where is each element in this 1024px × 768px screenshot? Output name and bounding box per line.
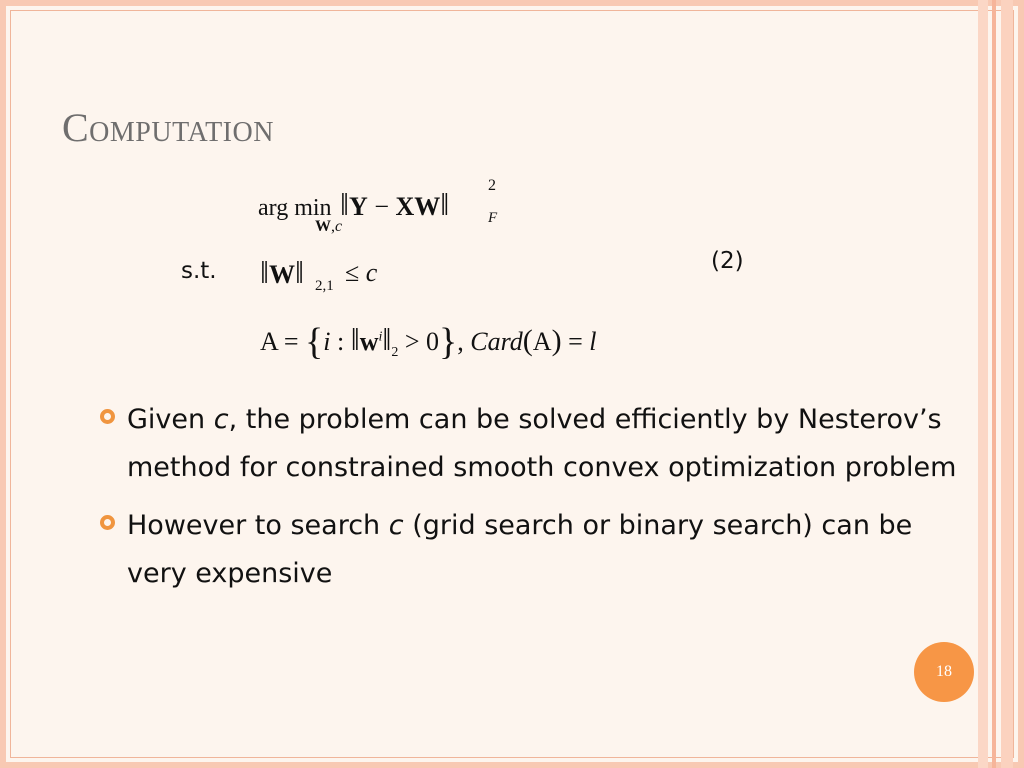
subject-to-label: s.t. bbox=[181, 258, 217, 284]
decor-stripe bbox=[992, 0, 996, 768]
bullet-list bbox=[100, 396, 960, 608]
slide-title: Computation bbox=[62, 105, 274, 150]
bullet-text: Given c, the problem can be solved efficiently by Nesterov’s method for constrained smooth convex optimization problem bbox=[127, 404, 957, 483]
norm-subscript: 2,1 bbox=[315, 278, 334, 294]
decor-stripe bbox=[1001, 0, 1013, 768]
argmin-subscript: W,c bbox=[315, 218, 343, 235]
decor-stripe bbox=[978, 0, 988, 768]
objective-subscript: F bbox=[488, 210, 498, 226]
equation-number: (2) bbox=[711, 248, 744, 274]
objective-superscript: 2 bbox=[488, 177, 496, 194]
list-item bbox=[100, 502, 960, 598]
norm-bound: ≤ c bbox=[345, 258, 378, 287]
bullet-text: However to search c (grid search or binary search) can be very expensive bbox=[127, 510, 913, 589]
bullet-ring-icon bbox=[100, 409, 115, 424]
objective-equation: arg min ‖Y − XW‖ bbox=[258, 186, 450, 222]
list-item bbox=[100, 396, 960, 492]
support-set-constraint: A = {i : $‖w^i‖_2 > 0$}, Card(A) = l bbox=[260, 321, 597, 363]
bullet-ring-icon bbox=[100, 515, 115, 530]
norm-constraint: ‖W‖ bbox=[260, 254, 304, 290]
page-number-badge: 18 bbox=[914, 642, 974, 702]
